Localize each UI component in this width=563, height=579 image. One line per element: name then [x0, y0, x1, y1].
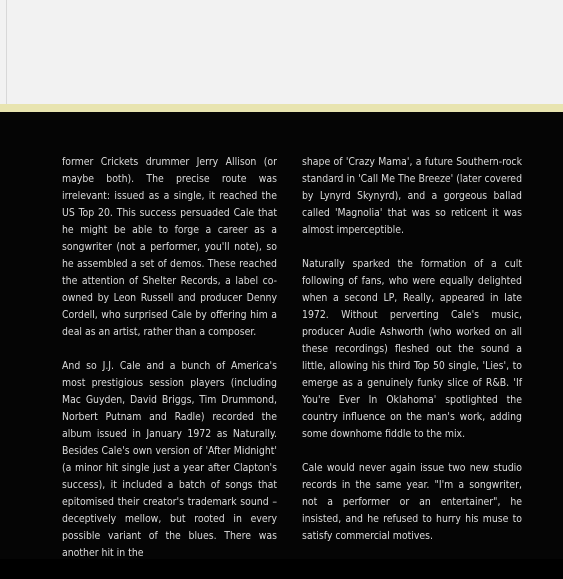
text-panel — [0, 112, 563, 559]
accent-stripe — [0, 104, 563, 112]
paragraph: former Crickets drummer Jerry Allison (or maybe both). The precise route was irrelevant: issued as a single, it reached the US Top 20. This success persuaded Cale that he might be able to forge a career as a songwriter (not a performer, you'll note), so he assembled a set of demos. These reached the attention of Shelter Records, a label co-owned by Leon Russell and producer Denny Cordell, who surprised Cale by offering him a deal as an artist, rather than a composer. — [62, 156, 277, 338]
paragraph: And so J.J. Cale and a bunch of America's most prestigious session players (including Mac Guyden, David Briggs, Tim Drummond, Norbert Putnam and Radle) recorded the album issued in January 1972 as Naturally. Besides Cale's own version of 'After Midnight' (a minor hit single just a year after Clapton's success), it included a batch of songs that epitomised their creator's trademark sound – deceptively mellow, but rooted in every possible variant of the blues. There was another hit in the — [62, 360, 277, 559]
fold-line — [6, 0, 7, 104]
paragraph: shape of 'Crazy Mama', a future Southern-rock standard in 'Call Me The Breeze' (later covered by Lynyrd Skynyrd), and a gorgeous ballad called 'Magnolia' that was so reticent it was almost imperceptible. — [302, 156, 522, 236]
right-text-column — [302, 154, 522, 562]
page-top-margin — [0, 0, 563, 104]
left-text-column — [62, 154, 277, 579]
paragraph: Naturally sparked the formation of a cult following of fans, who were equally delighted when a second LP, Really, appeared in late 1972. Without perverting Cale's music, producer Audie Ashworth (who worked on all these recordings) fleshed out the sound a little, allowing his third Top 50 single, 'Lies', to emerge as a genuinely funky slice of R&B. 'If You're Ever In Oklahoma' spotlighted the country influence on the man's work, adding some downhome fiddle to the mix. — [302, 258, 522, 440]
paragraph: Cale would never again issue two new studio records in the same year. "I'm a songwriter, not a performer or an entertainer", he insisted, and he refused to hurry his muse to satisfy commercial motives. — [302, 462, 522, 542]
